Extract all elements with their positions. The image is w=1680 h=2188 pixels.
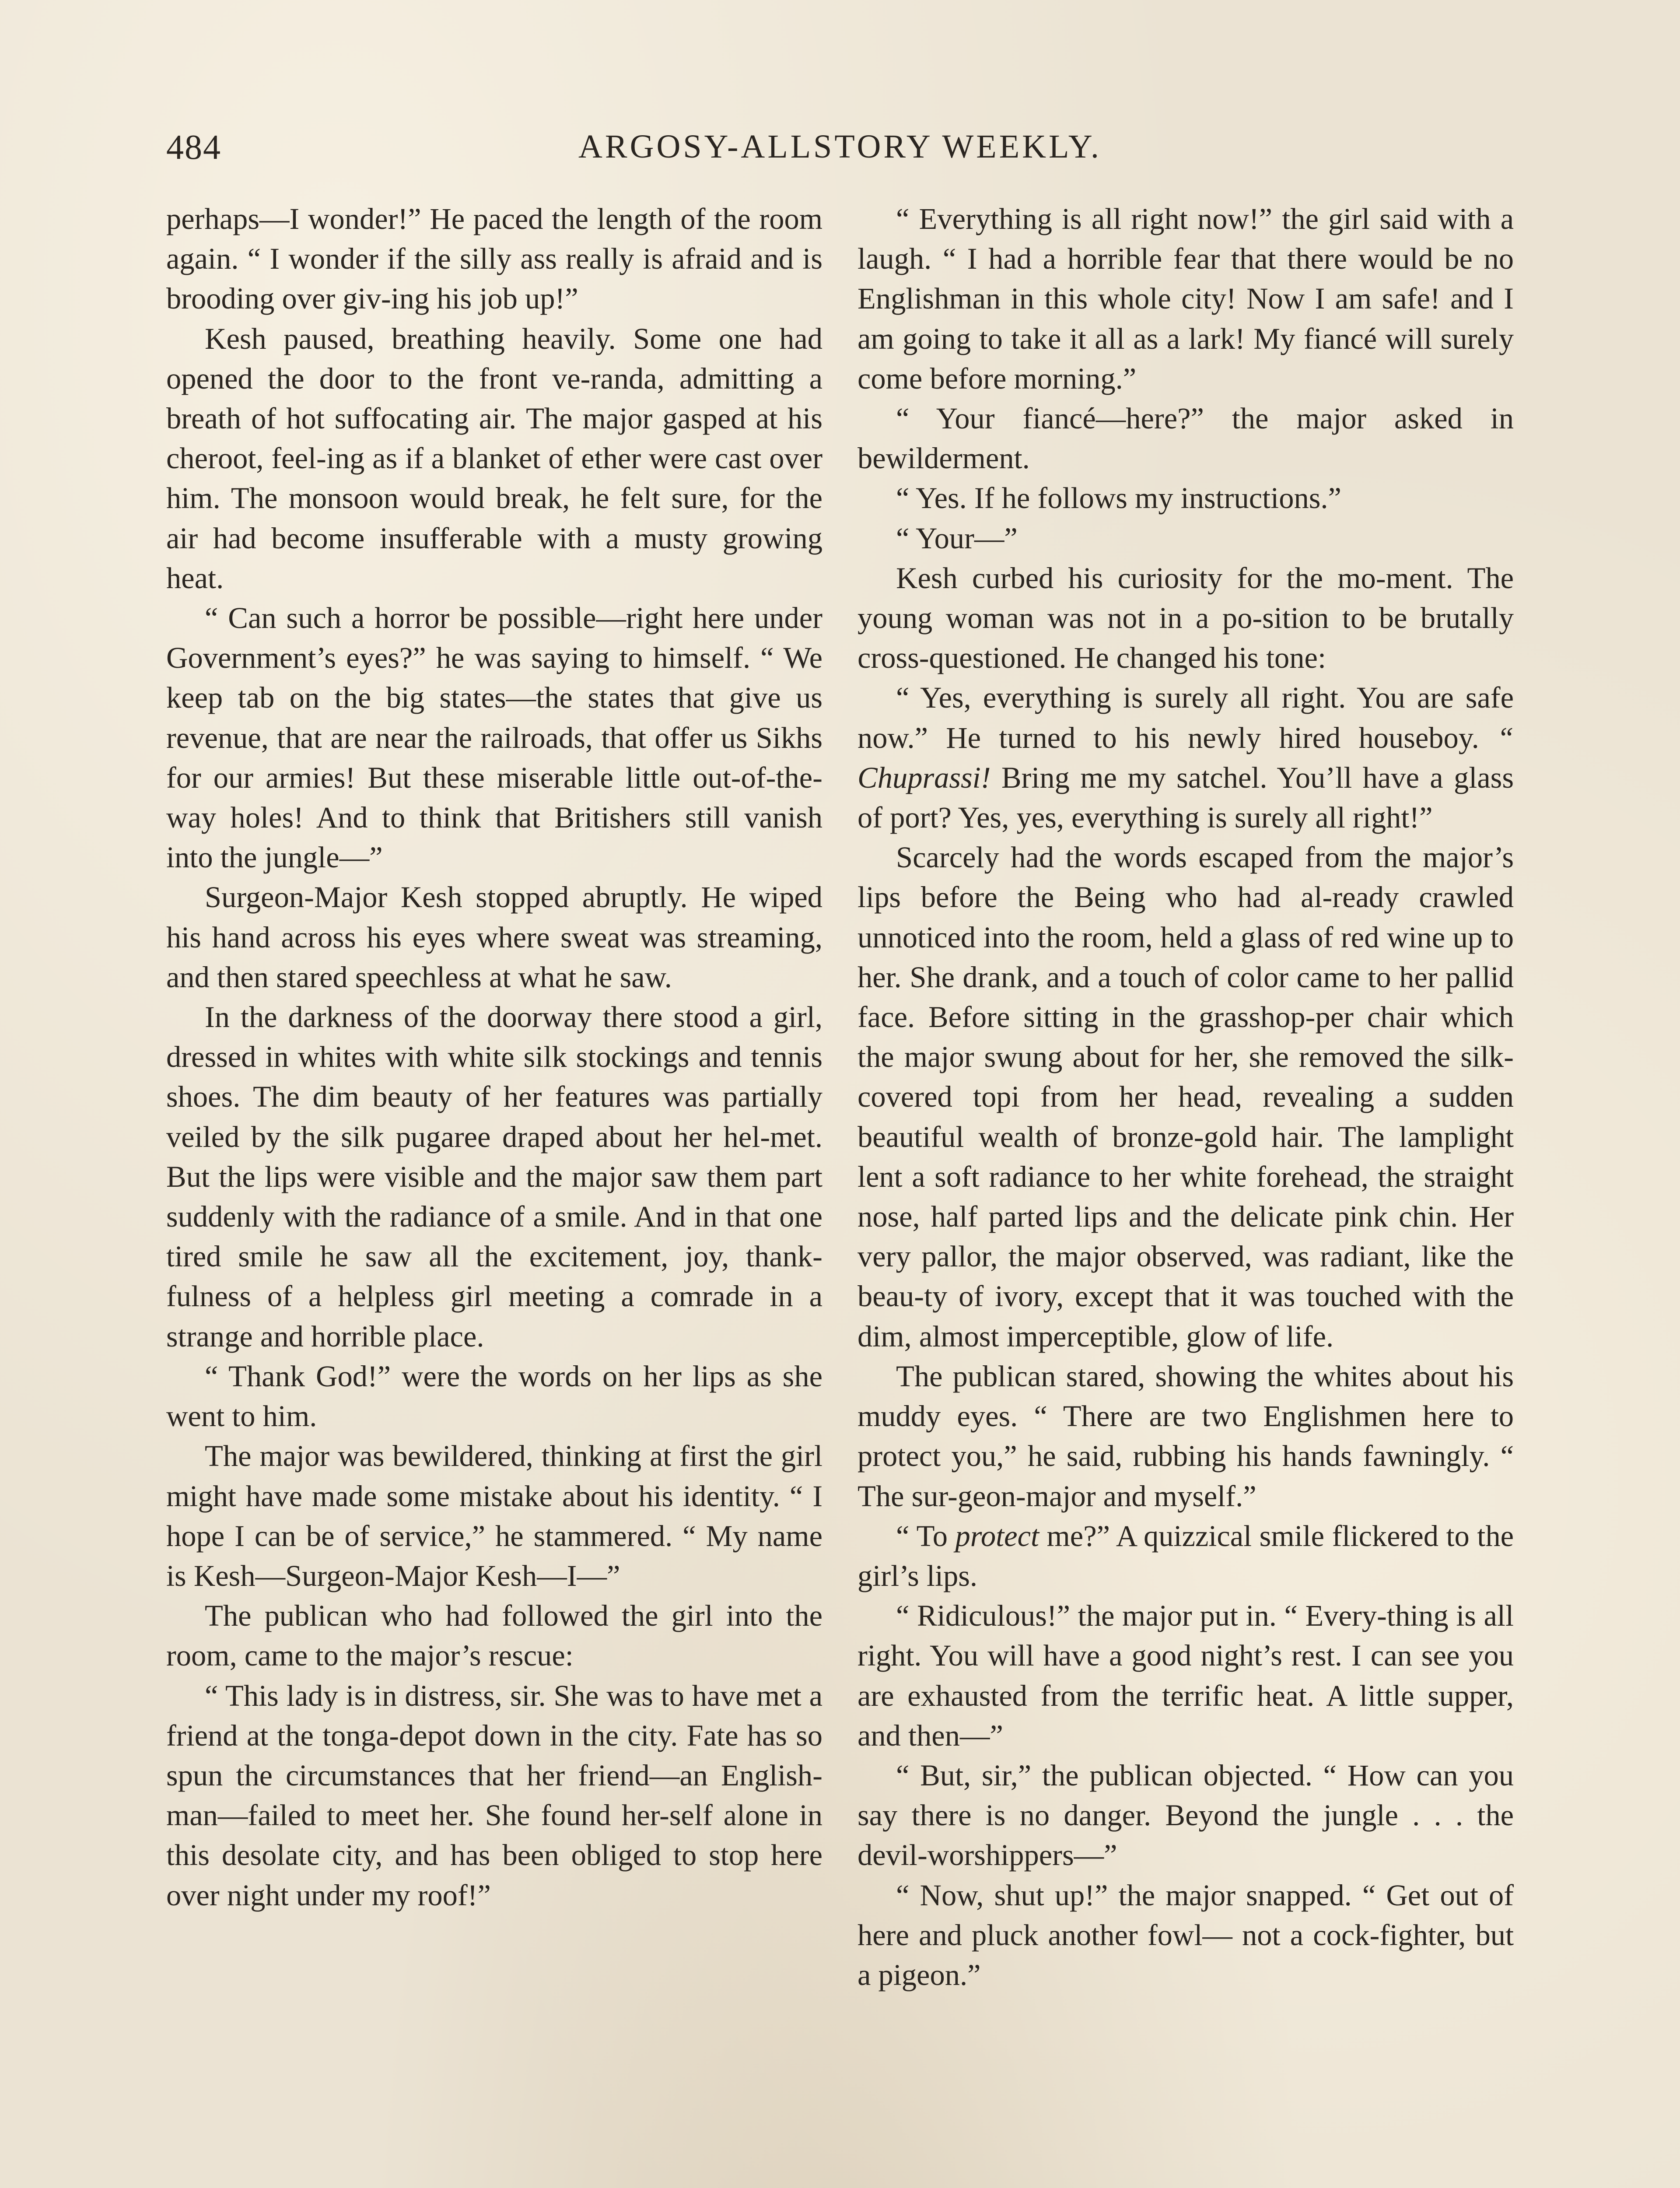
paragraph-text: Bring me my satchel. You’ll have a glass of port? Yes, yes, everything is surely all right!” [858, 761, 1514, 835]
paragraph: Scarcely had the words escaped from the major’s lips before the Being who had al-ready crawled unnoticed into the room, held a glass of red wine up to her. She drank, and a touch of color came to her pallid face. Before sitting in the grasshop-per chair which the major swung about for her, she removed the silk-covered topi from her head, revealing a sudden beautiful wealth of bronze-gold hair. The lamplight lent a soft radiance to her white forehead, the straight nose, half parted lips and the delicate pink chin. Her very pallor, the major observed, was radiant, like the beau-ty of ivory, except that it was touched with the dim, almost imperceptible, glow of life. [858, 841, 1514, 1353]
paragraph: “ Can such a horror be possible—right here under Government’s eyes?” he was saying to himself. “ We keep tab on the big states—the states that give us revenue, that are near the railroads, that offer us Sikhs for our armies! But these miserable little out-of-the-way holes! And to think that Britishers still vanish into the jungle—” [166, 601, 822, 874]
paragraph: “ But, sir,” the publican objected. “ How can you say there is no danger. Beyond the jungle . . . the devil-worshippers—” [858, 1758, 1514, 1872]
page-number: 484 [166, 128, 221, 167]
italic-word: protect [955, 1519, 1040, 1553]
paragraph: The major was bewildered, thinking at first the girl might have made some mistake about his identity. “ I hope I can be of service,” he stammered. “ My name is Kesh—Surgeon-Major Kesh—I—” [166, 1439, 822, 1592]
paragraph: The publican who had followed the girl into the room, came to the major’s rescue: [166, 1599, 822, 1673]
paragraph: The publican stared, showing the whites about his muddy eyes. “ There are two Englishmen here to protect you,” he said, rubbing his hands fawningly. “ The sur-geon-major and myself.” [858, 1359, 1514, 1513]
paragraph: “ Everything is all right now!” the girl said with a laugh. “ I had a horrible fear that there would be no Englishman in this whole city! Now I am safe! and I am going to take it all as a lark! My fiancé will surely come before morning.” [858, 202, 1514, 395]
paragraph: “ This lady is in distress, sir. She was to have met a friend at the tonga-depot down in the city. Fate has so spun the circumstances that her friend—an English-man—failed to meet her. She found her-self alone in this desolate city, and has been obliged to stop here over night under my roof!” [166, 1679, 822, 1912]
paragraph [858, 1516, 1514, 1596]
paragraph: “ Thank God!” were the words on her lips as she went to him. [166, 1359, 822, 1433]
paragraph: Kesh paused, breathing heavily. Some one had opened the door to the front ve-randa, admitting a breath of hot suffocating air. The major gasped at his cheroot, feel-ing as if a blanket of ether were cast over him. The monsoon would break, he felt sure, for the air had become insufferable with a musty growing heat. [166, 322, 822, 595]
paragraph [858, 678, 1514, 838]
italic-word: “ Chuprassi! [858, 721, 1514, 794]
running-title: ARGOSY-ALLSTORY WEEKLY. [578, 128, 1102, 165]
paragraph: perhaps—I wonder!” He paced the length of the room again. “ I wonder if the silly ass really is afraid and is brooding over giv-ing his job up!” [166, 202, 822, 316]
paragraph: “ Now, shut up!” the major snapped. “ Get out of here and pluck another fowl— not a cock-fighter, but a pigeon.” [858, 1878, 1514, 1992]
paragraph: In the darkness of the doorway there stood a girl, dressed in whites with white silk stockings and tennis shoes. The dim beauty of her features was partially veiled by the silk pugaree draped about her hel-met. But the lips were visible and the major saw them part suddenly with the radiance of a smile. And in that one tired smile he saw all the excitement, joy, thank-fulness of a helpless girl meeting a comrade in a strange and horrible place. [166, 1000, 822, 1353]
left-column [166, 199, 822, 1915]
paragraph: “ Your fiancé—here?” the major asked in bewilderment. [858, 402, 1514, 475]
paragraph-text: “ To [896, 1519, 956, 1553]
paragraph: “ Your—” [896, 521, 1018, 555]
paragraph-text: “ Yes, everything is surely all right. You are safe now.” He turned to his newly hired houseboy. [858, 681, 1514, 754]
paragraph: Surgeon-Major Kesh stopped abruptly. He wiped his hand across his eyes where sweat was streaming, and then stared speechless at what he saw. [166, 880, 822, 994]
paragraph-text: me?” A quizzical smile flickered to the girl’s lips. [858, 1519, 1514, 1592]
paragraph: Kesh curbed his curiosity for the mo-ment. The young woman was not in a po-sition to be brutally cross-questioned. He changed his tone: [858, 561, 1514, 675]
paragraph: “ Ridiculous!” the major put in. “ Every-thing is all right. You will have a good night’s rest. I can see you are exhausted from the terrific heat. A little supper, and then—” [858, 1599, 1514, 1752]
page-header [166, 128, 1514, 176]
right-column [858, 199, 1514, 1995]
paragraph: “ Yes. If he follows my instructions.” [896, 481, 1341, 515]
